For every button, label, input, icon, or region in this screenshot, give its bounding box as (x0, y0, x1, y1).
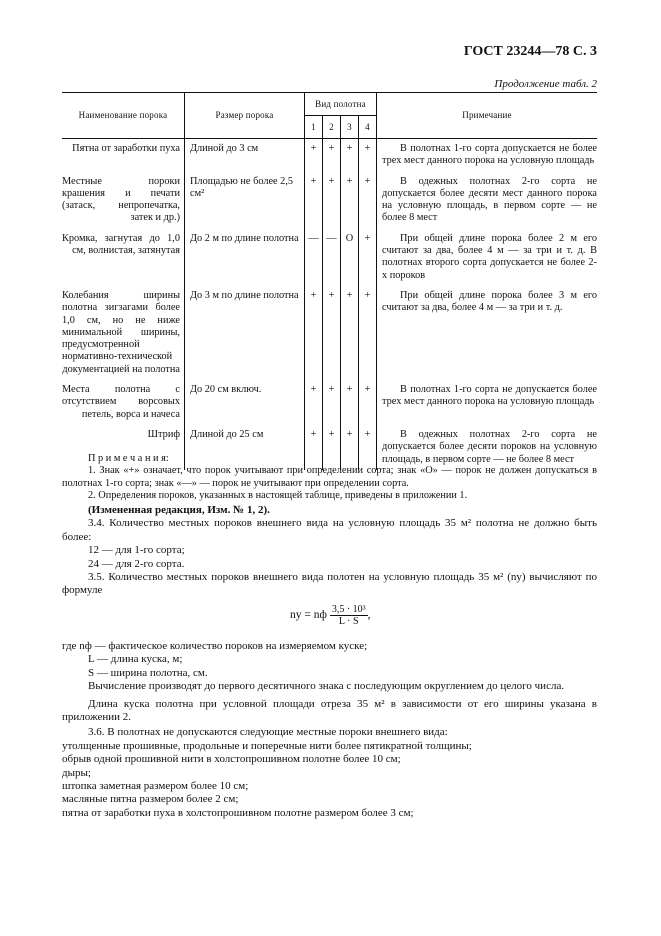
section-text-bottom (62, 640, 597, 820)
type-4-header: 4 (359, 116, 377, 139)
table-row (62, 380, 597, 425)
mark: + (305, 286, 323, 380)
defect-name: Места полотна с отсутствием ворсовых петель, ворса и начеса (62, 384, 180, 420)
edition-note: (Измененная редакция, Изм. № 1, 2). (88, 504, 270, 516)
defect-name: Штриф (147, 428, 180, 440)
mark: + (359, 286, 377, 380)
para-3-4-a: 12 — для 1-го сорта; (88, 544, 185, 557)
para-3-6: 3.6. В полотнах не допускаются следующие местные пороки внешнего вида: (88, 726, 448, 739)
table-row (62, 139, 597, 172)
para-3-4-b: 24 — для 2-го сорта. (88, 557, 185, 570)
defect-name: Пятна от заработки пуха (72, 143, 180, 154)
defect-size: До 3 м по длине полотна (185, 286, 305, 380)
mark: + (323, 425, 341, 470)
defect-name: Колебания ширины полотна зигзагами более 1,0 см, но не ниже минимальной ширины, предусмотренной нормативно-технической документацией на полотна (62, 289, 180, 375)
mark: + (305, 425, 323, 470)
type-3-header: 3 (341, 116, 359, 139)
mark: + (323, 172, 341, 229)
mark: — (323, 229, 341, 286)
formula-end: , (367, 609, 371, 622)
para-3-5: 3.5. Количество местных пороков внешнего вида полотен на условную площадь 35 м² (nу) вычисляют по формуле (62, 571, 597, 597)
note-1: 1. Знак «+» означает, что порок учитывают при определении сорта; знак «О» — порок не должен допускаться в полотнах 1-го сорта; знак «—» — порок не учитывают при определении сорта. (62, 465, 597, 489)
type-2-header: 2 (323, 116, 341, 139)
mark: + (341, 139, 359, 172)
col-size-header: Размер порока (185, 93, 305, 139)
mark: + (323, 380, 341, 425)
defect-note: В полотнах 1-го сорта допускается не более трех мест данного порока на условную площадь (377, 139, 598, 172)
para-3-4: 3.4. Количество местных пороков внешнего вида на условную площадь 35 м² полотна не должно быть более: (62, 517, 597, 543)
page-header: ГОСТ 23244—78 С. 3 (463, 44, 597, 59)
defect-note: В одежных полотнах 2-го сорта не допускается более десяти пороков на условную площадь, в первом сорте — не более 8 мест (377, 425, 598, 470)
mark: + (305, 380, 323, 425)
defect-name: Местные пороки крашения и печати (затаск, непропечатка, затек и др.) (62, 175, 180, 224)
where-3: S — ширина полотна, см. (88, 666, 208, 679)
mark: + (341, 425, 359, 470)
col-note-header: Примечание (377, 93, 598, 139)
formula-numerator: 3,5 · 10³ (331, 604, 366, 615)
list-item: пятна от заработки пуха в холстопрошивном полотне размером более 3 см; (62, 806, 414, 819)
list-item: обрыв одной прошивной нити в холстопрошивном полотне более 10 см; (62, 753, 401, 766)
mark: + (323, 139, 341, 172)
formula-fraction (330, 604, 368, 627)
note-2: 2. Определения пороков, указанных в настоящей таблице, приведены в приложении 1. (88, 490, 468, 502)
mark: — (305, 229, 323, 286)
mark: + (359, 172, 377, 229)
formula-left: nу = nф (290, 609, 327, 622)
defect-name: Кромка, загнутая до 1,0 см, волнистая, затянутая (62, 232, 180, 257)
mark: + (305, 172, 323, 229)
list-item: утолщенные прошивные, продольные и поперечные нити более пятикратной толщины; (62, 739, 472, 752)
calc-note: Вычисление производят до первого десятичного знака с последующим округлением до целого числа. (88, 680, 565, 693)
defect-note: В одежных полотнах 2-го сорта не допускается более десяти мест данного порока на условную площадь, в первом сорте — не более 8 мест (377, 172, 598, 229)
table-row (62, 172, 597, 229)
mark: + (359, 139, 377, 172)
mark: + (305, 139, 323, 172)
col-name-header: Наименование порока (62, 93, 185, 139)
list-item: масляные пятна размером более 2 см; (62, 793, 239, 806)
defect-note: При общей длине порока более 3 м его считают за два, более 4 м — за три и т. д. (377, 286, 598, 380)
defect-size: До 20 см включ. (185, 380, 305, 425)
defect-note: В полотнах 1-го сорта не допускается более трех мест данного порока на условную площадь (377, 380, 598, 425)
mark: + (341, 172, 359, 229)
mark: + (323, 286, 341, 380)
mark: + (359, 425, 377, 470)
defect-size: До 2 м по длине полотна (185, 229, 305, 286)
mark: + (359, 380, 377, 425)
mark: + (341, 286, 359, 380)
defect-size: Площадью не более 2,5 см² (185, 172, 305, 229)
mark: О (341, 229, 359, 286)
formula-denominator: L · S (338, 616, 359, 627)
where-2: L — длина куска, м; (88, 653, 183, 666)
type-1-header: 1 (305, 116, 323, 139)
defect-size: Длиной до 25 см (185, 425, 305, 470)
list-item: дыры; (62, 766, 91, 779)
table-row (62, 286, 597, 380)
col-type-header: Вид полотна (305, 93, 377, 116)
table-notes (62, 453, 597, 503)
mark: + (359, 229, 377, 286)
list-item: штопка заметная размером более 10 см; (62, 780, 249, 793)
defect-note: При общей длине порока более 2 м его считают за два, более 4 м — за три и т. д. В полотнах второго сорта допускается не более 2-х пороков (377, 229, 598, 286)
table-continuation: Продолжение табл. 2 (494, 78, 597, 90)
formula (290, 604, 371, 627)
mark: + (341, 380, 359, 425)
defects-table (62, 92, 597, 470)
where-1: где nф — фактическое количество пороков на измеряемом куске; (62, 640, 368, 652)
length-note: Длина куска полотна при условной площади отреза 35 м² в зависимости от его ширины указана в приложении 2. (62, 697, 597, 724)
table-row (62, 229, 597, 286)
notes-title: П р и м е ч а н и я: (88, 453, 169, 464)
section-text-top (62, 504, 597, 598)
defect-size: Длиной до 3 см (185, 139, 305, 172)
